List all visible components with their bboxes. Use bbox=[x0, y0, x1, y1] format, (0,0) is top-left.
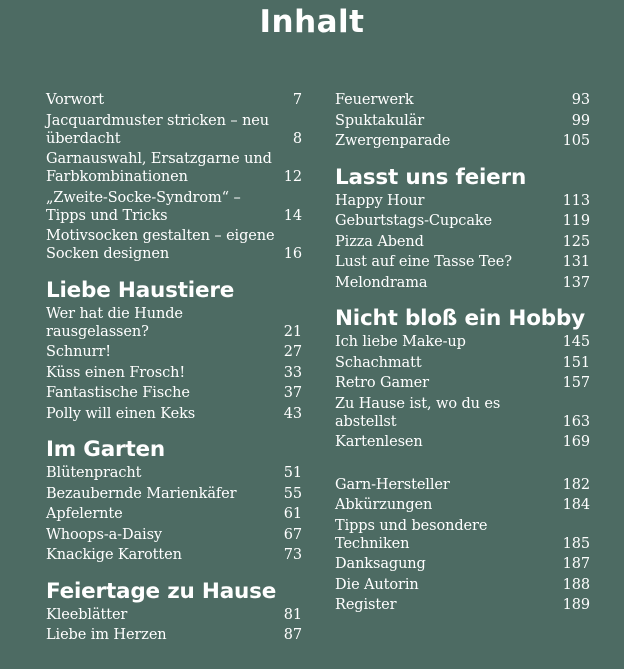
toc-entry-polly-will-einen-keks[interactable] bbox=[46, 404, 302, 425]
toc-entry-page-number: 182 bbox=[562, 476, 590, 493]
toc-left-column bbox=[46, 90, 302, 646]
toc-entry-page-number: 169 bbox=[562, 434, 590, 450]
toc-entry-page-number: 184 bbox=[562, 497, 590, 513]
toc-entry-label: Abkürzungen bbox=[335, 497, 433, 513]
toc-entry-label: Ich liebe Make-up bbox=[335, 334, 466, 350]
toc-entry-page-number: 105 bbox=[562, 133, 590, 149]
toc-entry-page-number: 16 bbox=[283, 246, 302, 262]
section-heading: Im Garten bbox=[46, 437, 166, 462]
toc-entry-jacquardmuster-stricken-neu-ueberdacht[interactable] bbox=[46, 111, 302, 150]
toc-entry-motivsocken-gestalten-eigene-socken-designen[interactable] bbox=[46, 226, 302, 265]
toc-entry-label: Geburtstags-Cupcake bbox=[335, 213, 493, 229]
toc-entry-page-number: 43 bbox=[283, 405, 302, 422]
toc-entry-kartenlesen[interactable] bbox=[335, 432, 590, 453]
toc-entry-label: Retro Gamer bbox=[335, 375, 429, 391]
toc-entry-garn-hersteller[interactable] bbox=[335, 475, 590, 496]
toc-entry-apfelernte[interactable] bbox=[46, 504, 302, 525]
toc-entry-page-number: 67 bbox=[283, 526, 302, 543]
toc-intro-list bbox=[46, 90, 302, 265]
toc-entry-spuktakulaer[interactable] bbox=[335, 111, 590, 132]
toc-entry-label: Knackige Karotten bbox=[46, 547, 182, 563]
toc-entry-bezaubernde-marienkaefer[interactable] bbox=[46, 484, 302, 505]
toc-entry-page-number: 151 bbox=[562, 354, 590, 371]
toc-entry-page-number: 188 bbox=[562, 576, 590, 593]
toc-entry-zweite-socke-syndrom-tipps-und-tricks[interactable] bbox=[46, 188, 302, 227]
toc-entry-page-number: 113 bbox=[562, 192, 590, 209]
toc-entry-kleeblaetter[interactable] bbox=[46, 605, 302, 626]
toc-entry-abkuerzungen[interactable] bbox=[335, 495, 590, 516]
section-heading: Feiertage zu Hause bbox=[46, 578, 277, 604]
toc-entry-page-number: 99 bbox=[571, 112, 590, 129]
toc-entry-label: Kleeblätter bbox=[46, 606, 128, 623]
toc-entry-zu-hause-ist-wo-du-es-abstellst[interactable] bbox=[335, 394, 590, 433]
toc-entry-label: Apfelernte bbox=[46, 506, 123, 522]
toc-entry-label: Melondrama bbox=[335, 274, 428, 291]
toc-entry-page-number: 73 bbox=[283, 547, 302, 563]
section-heading: Liebe Haustiere bbox=[46, 277, 235, 303]
toc-entry-page-number: 27 bbox=[283, 344, 302, 360]
toc-entry-page-number: 187 bbox=[562, 556, 590, 572]
toc-entry-page-number: 131 bbox=[562, 254, 590, 270]
toc-intro-list bbox=[335, 90, 590, 152]
toc-entry-label: Bezaubernde Marienkäfer bbox=[46, 485, 237, 502]
toc-entry-page-number: 189 bbox=[562, 597, 590, 613]
toc-entry-die-autorin[interactable] bbox=[335, 575, 590, 596]
toc-entry-label: Zwergenparade bbox=[335, 133, 451, 149]
toc-entry-page-number: 145 bbox=[562, 334, 590, 350]
toc-entry-fantastische-fische[interactable] bbox=[46, 383, 302, 404]
toc-entry-label: Polly will einen Keks bbox=[46, 405, 196, 422]
toc-entry-label: Jacquardmuster stricken – neu überdacht bbox=[46, 112, 270, 147]
toc-entry-label: Blütenpracht bbox=[46, 465, 142, 481]
toc-entry-label: Kartenlesen bbox=[335, 434, 423, 450]
toc-entry-page-number: 21 bbox=[283, 323, 302, 340]
toc-entry-page-number: 119 bbox=[562, 213, 590, 229]
toc-entry-label: Liebe im Herzen bbox=[46, 627, 167, 643]
toc-section-im-garten bbox=[46, 437, 302, 566]
toc-entry-bluetenpracht[interactable] bbox=[46, 463, 302, 484]
toc-entry-whoops-a-daisy[interactable] bbox=[46, 525, 302, 546]
toc-entry-label: Schachmatt bbox=[335, 354, 422, 371]
toc-entry-page-number: 12 bbox=[283, 169, 302, 185]
toc-entry-page-number: 37 bbox=[283, 385, 302, 401]
toc-entry-register[interactable] bbox=[335, 595, 590, 616]
toc-entry-schachmatt[interactable] bbox=[335, 353, 590, 374]
toc-right-column bbox=[335, 90, 590, 616]
spacer bbox=[335, 453, 590, 475]
toc-entry-page-number: 8 bbox=[292, 130, 302, 147]
toc-entry-feuerwerk[interactable] bbox=[335, 90, 590, 111]
toc-entry-label: Garn-Hersteller bbox=[335, 476, 450, 493]
toc-entry-page-number: 185 bbox=[562, 535, 590, 552]
toc-entry-kuess-einen-frosch[interactable] bbox=[46, 363, 302, 384]
toc-entry-schnurr[interactable] bbox=[46, 342, 302, 363]
toc-entry-label: Wer hat die Hunde rausgelassen? bbox=[46, 305, 183, 340]
toc-entry-label: Garnauswahl, Ersatzgarne und Farbkombinationen bbox=[46, 151, 272, 185]
toc-entry-page-number: 51 bbox=[283, 465, 302, 481]
toc-entry-label: Danksagung bbox=[335, 556, 426, 572]
section-heading: Nicht bloß ein Hobby bbox=[335, 306, 585, 331]
toc-entry-page-number: 137 bbox=[562, 274, 590, 291]
toc-entry-geburtstags-cupcake[interactable] bbox=[335, 211, 590, 232]
toc-entry-label: Tipps und besondere Techniken bbox=[335, 517, 488, 552]
toc-entry-retro-gamer[interactable] bbox=[335, 373, 590, 394]
page-title: Inhalt bbox=[259, 4, 365, 40]
toc-entry-page-number: 61 bbox=[283, 506, 302, 522]
toc-entry-lust-auf-eine-tasse-tee[interactable] bbox=[335, 252, 590, 273]
toc-entry-ich-liebe-make-up[interactable] bbox=[335, 332, 590, 353]
toc-entry-happy-hour[interactable] bbox=[335, 191, 590, 212]
section-heading: Lasst uns feiern bbox=[335, 164, 527, 190]
toc-entry-pizza-abend[interactable] bbox=[335, 232, 590, 253]
toc-entry-label: Die Autorin bbox=[335, 576, 419, 593]
toc-entry-label: Motivsocken gestalten – eigene Socken designen bbox=[46, 228, 275, 262]
toc-entry-label: Pizza Abend bbox=[335, 233, 424, 250]
toc-entry-vorwort[interactable] bbox=[46, 90, 302, 111]
toc-entry-label: Zu Hause ist, wo du es abstellst bbox=[335, 395, 501, 430]
toc-entry-label: Lust auf eine Tasse Tee? bbox=[335, 254, 512, 270]
toc-entry-label: „Zweite-Socke-Syndrom“ – Tipps und Tricks bbox=[46, 189, 241, 224]
toc-section-feiertage-zu-hause bbox=[46, 579, 302, 646]
toc-entry-label: Küss einen Frosch! bbox=[46, 364, 186, 381]
toc-section-lasst-uns-feiern bbox=[335, 165, 590, 294]
toc-entry-knackige-karotten[interactable] bbox=[46, 545, 302, 566]
toc-entry-wer-hat-die-hunde-rausgelassen[interactable] bbox=[46, 304, 302, 343]
toc-entry-label: Fantastische Fische bbox=[46, 385, 190, 401]
toc-entry-page-number: 87 bbox=[283, 627, 302, 643]
toc-entry-tipps-und-besondere-techniken[interactable] bbox=[335, 516, 590, 555]
toc-entry-label: Happy Hour bbox=[335, 192, 425, 209]
toc-entry-label: Spuktakulär bbox=[335, 112, 425, 129]
toc-entry-danksagung[interactable] bbox=[335, 554, 590, 575]
toc-entry-page-number: 33 bbox=[283, 364, 302, 381]
toc-entry-label: Register bbox=[335, 597, 397, 613]
toc-entry-page-number: 125 bbox=[562, 233, 590, 250]
toc-entry-garnauswahl-ersatzgarne-und-farbkombinationen[interactable] bbox=[46, 149, 302, 188]
toc-entry-page-number: 157 bbox=[562, 375, 590, 391]
toc-entry-melondrama[interactable] bbox=[335, 273, 590, 294]
toc-entry-page-number: 163 bbox=[562, 413, 590, 430]
toc-entry-label: Vorwort bbox=[46, 92, 105, 108]
toc-entry-label: Schnurr! bbox=[46, 344, 111, 360]
toc-entry-zwergenparade[interactable] bbox=[335, 131, 590, 152]
toc-entry-label: Whoops-a-Daisy bbox=[46, 526, 163, 543]
toc-entry-label: Feuerwerk bbox=[335, 92, 414, 108]
toc-entry-page-number: 7 bbox=[292, 92, 302, 108]
toc-entry-page-number: 93 bbox=[571, 92, 590, 108]
toc-section-nicht-bloss-ein-hobby bbox=[335, 306, 590, 453]
toc-entry-page-number: 14 bbox=[283, 207, 302, 224]
toc-appendix-list bbox=[335, 475, 590, 616]
toc-entry-page-number: 81 bbox=[283, 606, 302, 623]
toc-section-liebe-haustiere bbox=[46, 278, 302, 425]
toc-entry-page-number: 55 bbox=[283, 485, 302, 502]
toc-entry-liebe-im-herzen[interactable] bbox=[46, 625, 302, 646]
